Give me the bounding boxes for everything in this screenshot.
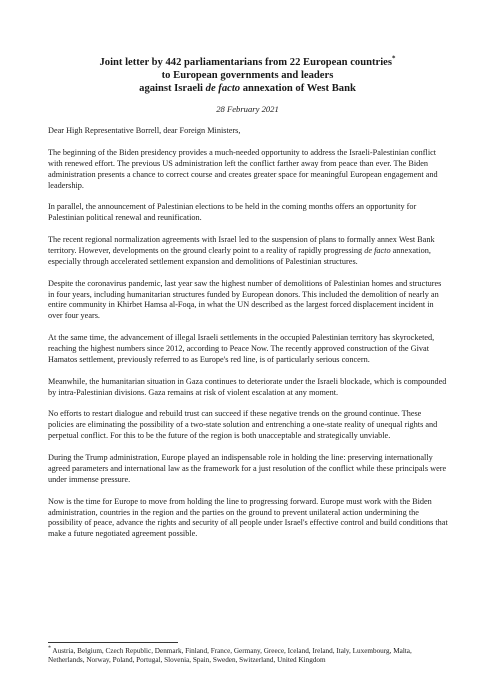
salutation: Dear High Representative Borrell, dear Foreign Ministers, — [48, 126, 241, 135]
footnote — [48, 647, 448, 666]
title-line-3 — [40, 82, 455, 95]
letter-date: 28 February 2021 — [216, 104, 279, 114]
title-line-1-text: Joint letter by 442 parliamentarians from 22 European countries — [99, 57, 392, 68]
title-line-2: to European governments and leaders — [161, 70, 334, 82]
paragraph-7: No efforts to restart dialogue and rebuild trust can succeed if these negative trends on the ground continue. These policies are eliminating the possibility of a two-state solution and entrenching a one-state reality of unequal rights and perpetual conflict. For this to be the future of the region is both unacceptable and strategically unviable. — [48, 409, 438, 441]
paragraph-8: During the Trump administration, Europe played an indispensable role in holding the line: preserving internationally agreed parameters and international law as the framework for a just resolution of the conflict while these principals were under immense pressure. — [48, 453, 447, 484]
title-line-3-pre: against Israeli — [139, 83, 206, 95]
footnote-text: Austria, Belgium, Czech Republic, Denmark, Finland, France, Germany, Greece, Iceland, Ireland, Italy, Luxembourg, Malta, Netherlands, Norway, Poland, Portugal, Slovenia, Spain, Sweden, Switzerland, United Kingdom — [48, 647, 412, 665]
paragraph-4: Despite the coronavirus pandemic, last year saw the highest number of demolitions of Palestinian homes and structures in four years, including humanitarian structures funded by European donors. This included the demolition of nearly an entire community in Khirbet Hamsa al-Foqa, in what the UN described as the largest forced displacement incident in over four years. — [48, 278, 442, 321]
paragraph-5: At the same time, the advancement of illegal Israeli settlements in the occupied Palestinian territory has skyrocketed, reaching the highest numbers since 2012, according to Peace Now. The recently approved construction of the Givat Hamatos settlement, previously referred to as Europe's red line, is of particularly serious concern. — [48, 333, 435, 364]
footnote-marker: * — [48, 645, 51, 652]
paragraph-2: In parallel, the announcement of Palestinian elections to be held in the coming months offers an opportunity for Palestinian political renewal and reunification. — [48, 202, 417, 223]
paragraph-9: Now is the time for Europe to move from holding the line to progressing forward. Europe must work with the Biden administration, countries in the region and the parties on the ground to prevent unilateral action undermining the possibility of peace, advance the rights and security of all people under Israel's effective control and build conditions that make a future negotiated agreement possible. — [48, 496, 448, 539]
title-line-3-post: annexation of West Bank — [240, 83, 356, 95]
footnote-divider — [48, 642, 178, 643]
title-line-3-italic: de facto — [205, 83, 241, 95]
letter-title — [40, 56, 455, 96]
paragraph-1: The beginning of the Biden presidency provides a much-needed opportunity to address the Israeli-Palestinian conflict with renewed effort. The previous US administration left the conflict farther away from peace than ever. The Biden administration presents a chance to correct course and creates greater space for meaningful European engagement and leadership. — [48, 147, 438, 190]
title-line-1 — [40, 56, 455, 69]
paragraph-3 — [48, 235, 448, 268]
paragraph-3-post: annexation, especially through accelerated settlement expansion and demolitions of Palestinian structures. — [48, 245, 431, 266]
paragraph-6: Meanwhile, the humanitarian situation in Gaza continues to deteriorate under the Israeli blockade, which is compounded by intra-Palestinian divisions. Gaza remains at risk of violent escalation at any moment. — [48, 376, 447, 397]
paragraph-3-italic: de facto — [364, 245, 391, 255]
paragraph-3-pre: The recent regional normalization agreements with Israel led to the suspension of plans to formally annex West Bank territory. However, developments on the ground clearly point to a reality of rapidly progressing — [48, 235, 435, 255]
letter-body — [48, 126, 448, 551]
footnote-reference-marker: * — [392, 54, 396, 63]
